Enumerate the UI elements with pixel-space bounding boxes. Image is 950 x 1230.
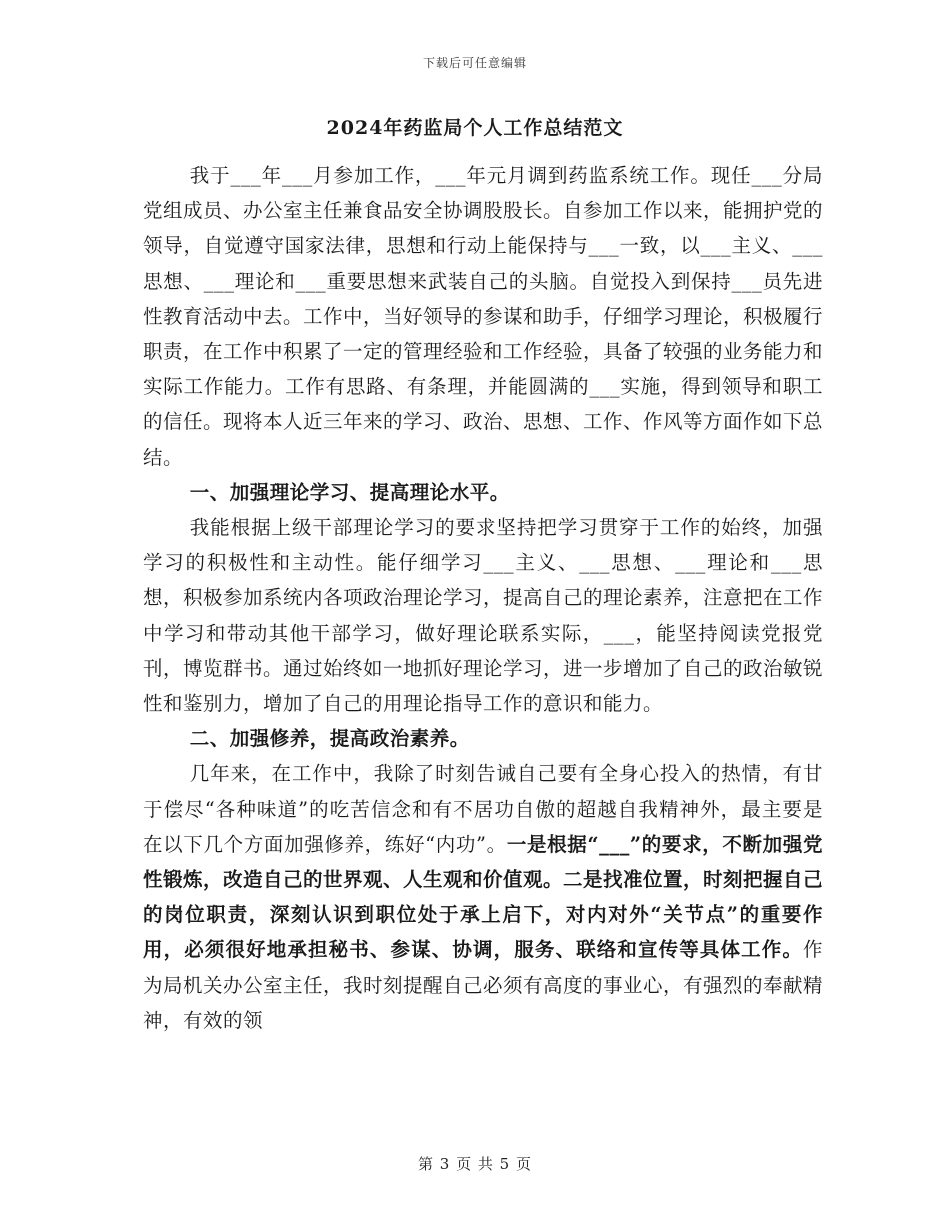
section-2-paragraph [143, 756, 823, 1038]
intro-paragraph: 我于___年___月参加工作，___年元月调到药监系统工作。现任___分局党组成员、办公室主任兼食品安全协调股股长。自参加工作以来，能拥护党的领导，自觉遵守国家法律，思想和行动上能保持与___一致，以___主义、___思想、___理论和___重要思想来武装自己的头脑。自觉投入到保持___员先进性教育活动中去。工作中，当好领导的参谋和助手，仔细学习理论，积极履行职责，在工作中积累了一定的管理经验和工作经验，具备了较强的业务能力和实际工作能力。工作有思路、有条理，并能圆满的___实施，得到领导和职工的信任。现将本人近三年来的学习、政治、思想、工作、作风等方面作如下总结。 [143, 164, 824, 469]
section-2-heading: 二、加强修养，提高政治素养。 [189, 727, 470, 751]
document-title: 2024年药监局个人工作总结范文 [326, 117, 624, 139]
section-2-text-continued: 作为局机关办公室主任，我时刻提醒自己必须有高度的事业心，有强烈的奉献精神，有效的领 [143, 938, 824, 1032]
section-1-heading: 一、加强理论学习、提高理论水平。 [189, 480, 510, 504]
section-2-text-intro: 几年来，在工作中，我除了时刻告诫自己要有全身心投入的热情，有甘于偿尽“各种味道”的吃苦信念和有不居功自傲的超越自我精神外，最主要是在以下几个方面加强修养，练好“内功”。 [143, 762, 823, 856]
page-header: 下载后可任意编辑 [422, 56, 527, 70]
section-1-paragraph: 我能根据上级干部理论学习的要求坚持把学习贯穿于工作的始终，加强学习的积极性和主动性。能仔细学习___主义、___思想、___理论和___思想，积极参加系统内各项政治理论学习，提高自己的理论素养，注意把在工作中学习和带动其他干部学习，做好理论联系实际，___，能坚持阅读党报党刊，博览群书。通过始终如一地抓好理论学习，进一步增加了自己的政治敏锐性和鉴别力，增加了自己的用理论指导工作的意识和能力。 [143, 516, 824, 716]
page-number: 第 3 页 共 5 页 [418, 1155, 532, 1173]
section-2-text-emphasis: 一是根据“___”的要求，不断加强党性锻炼，改造自己的世界观、人生观和价值观。二是找准位置，时刻把握自己的岗位职责，深刻认识到职位处于承上启下，对内对外“关节点”的重要作用，必须很好地承担秘书、参谋、协调，服务、联络和宣传等具体工作。 [143, 832, 824, 962]
document-body [143, 158, 823, 1038]
